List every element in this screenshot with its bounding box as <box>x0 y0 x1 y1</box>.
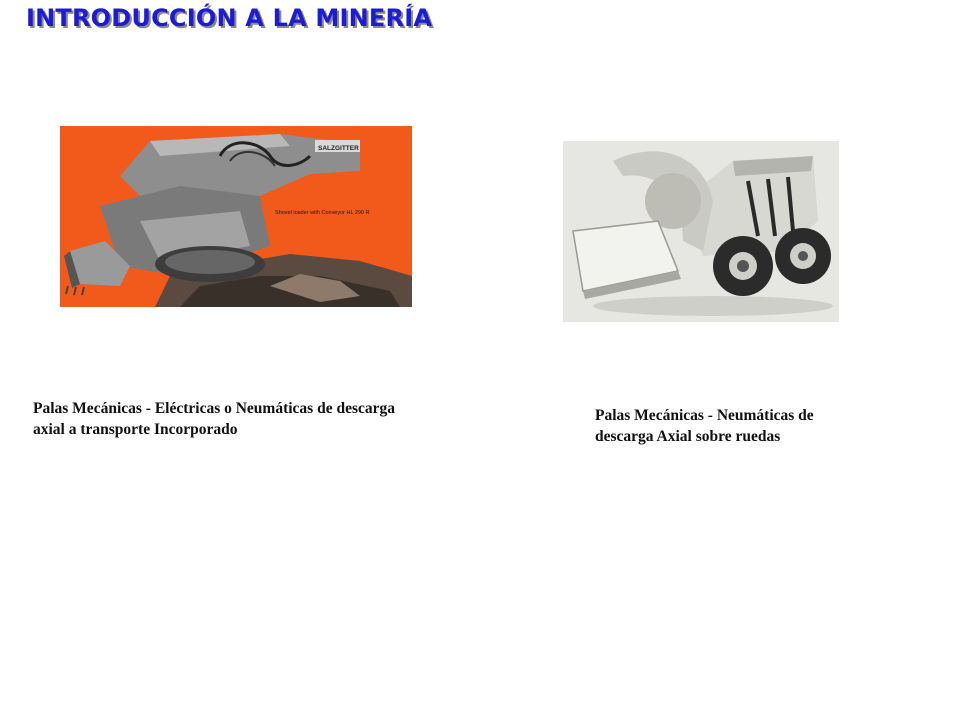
page-title: INTRODUCCIÓN A LA MINERÍA <box>26 4 433 32</box>
shovel-loader-conveyor-photo <box>60 126 412 307</box>
caption-electric-pneumatic-shovel <box>33 398 478 440</box>
caption-pneumatic-wheeled-shovel <box>595 405 885 447</box>
caption-line: Palas Mecánicas - Neumáticas de <box>595 407 814 424</box>
wheeled-loader-photo <box>563 141 839 322</box>
caption-line: Palas Mecánicas - Eléctricas o Neumáticas de descarga <box>33 400 396 417</box>
photo-caption-text: Shovel loader with Conveyor HL 290 R <box>275 210 370 216</box>
caption-line: descarga Axial sobre ruedas <box>595 428 781 445</box>
brand-label: SALZGITTER <box>318 145 359 152</box>
caption-line: axial a transporte Incorporado <box>33 421 238 438</box>
